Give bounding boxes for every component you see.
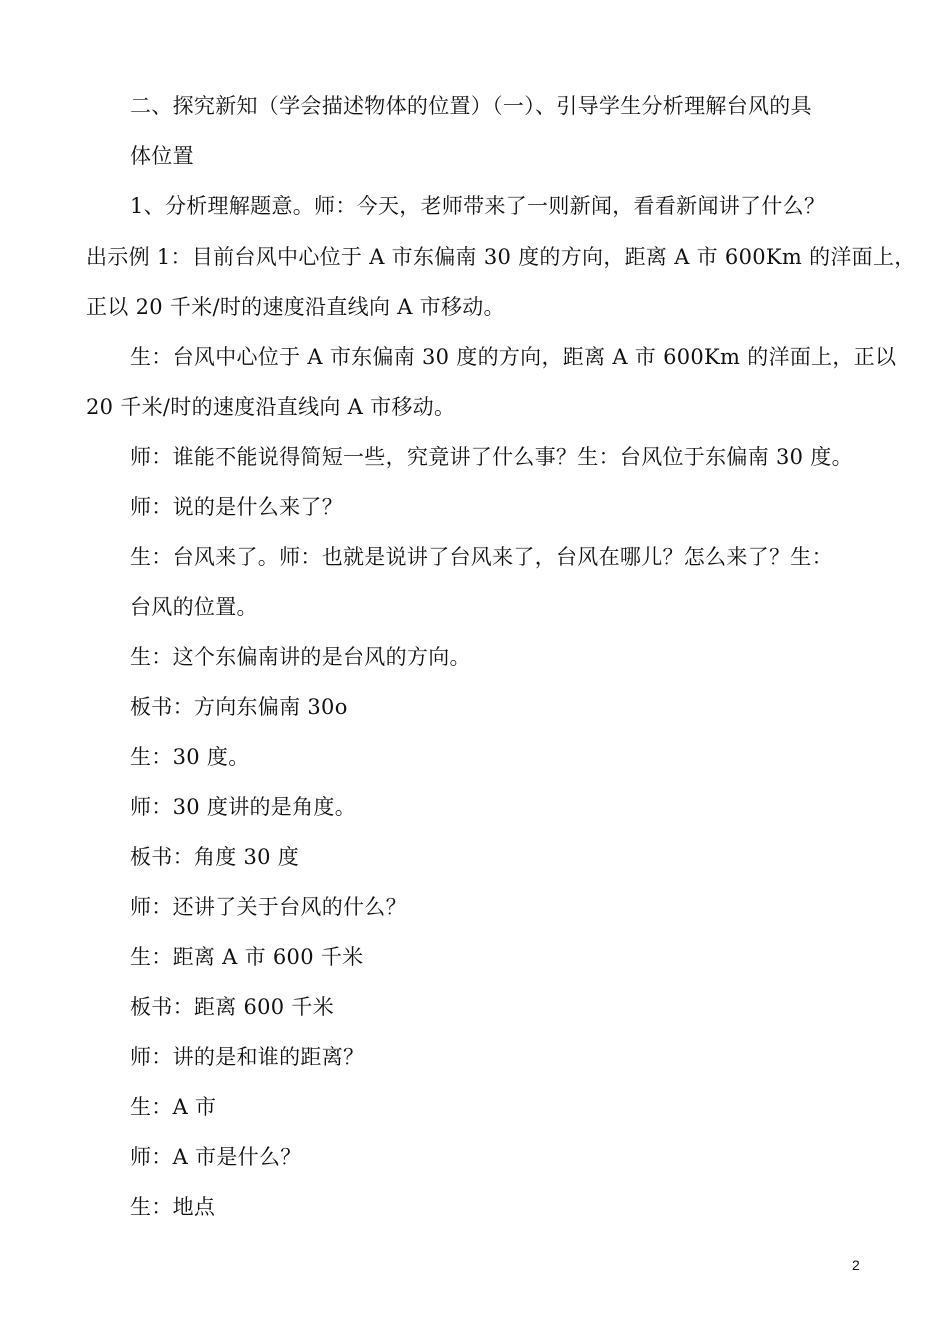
page-number: 2 [852,1257,860,1273]
blackboard-line: 板书：角度 30 度 [130,845,300,869]
paragraph-line: 20 千米/时的速度沿直线向 A 市移动。 [86,395,456,419]
dialogue-line: 师：A 市是什么？ [130,1145,302,1169]
section-heading-line-2: 体位置 [130,144,194,168]
dialogue-line: 生：台风来了。师：也就是说讲了台风来了，台风在哪儿？怎么来了？生： [130,545,833,569]
dialogue-line: 师：谁能不能说得简短一些，究竟讲了什么事？生：台风位于东偏南 30 度。 [130,445,853,469]
section-heading-line-1: 二、探究新知（学会描述物体的位置）（一）、引导学生分析理解台风的具 [130,94,812,118]
blackboard-line: 板书：方向东偏南 30o [130,695,348,719]
dialogue-line: 师：讲的是和谁的距离？ [130,1045,365,1069]
dialogue-line: 台风的位置。 [130,595,258,619]
paragraph-line: 出示例 1：目前台风中心位于 A 市东偏南 30 度的方向，距离 A 市 600Km 的洋面上， [86,245,916,269]
paragraph-line: 正以 20 千米/时的速度沿直线向 A 市移动。 [86,295,505,319]
dialogue-line: 生：地点 [130,1195,216,1219]
dialogue-line: 师：30 度讲的是角度。 [130,795,356,819]
dialogue-line: 生：30 度。 [130,745,250,769]
dialogue-line: 生：A 市 [130,1095,217,1119]
blackboard-line: 板书：距离 600 千米 [130,995,335,1019]
dialogue-line: 师：还讲了关于台风的什么？ [130,895,407,919]
paragraph-line: 生：台风中心位于 A 市东偏南 30 度的方向，距离 A 市 600Km 的洋面上，正以 [130,345,897,369]
paragraph-line: 1、分析理解题意。师：今天，老师带来了一则新闻，看看新闻讲了什么？ [130,194,826,218]
dialogue-line: 生：距离 A 市 600 千米 [130,945,364,969]
dialogue-line: 生：这个东偏南讲的是台风的方向。 [130,645,471,669]
dialogue-line: 师：说的是什么来了？ [130,495,343,519]
